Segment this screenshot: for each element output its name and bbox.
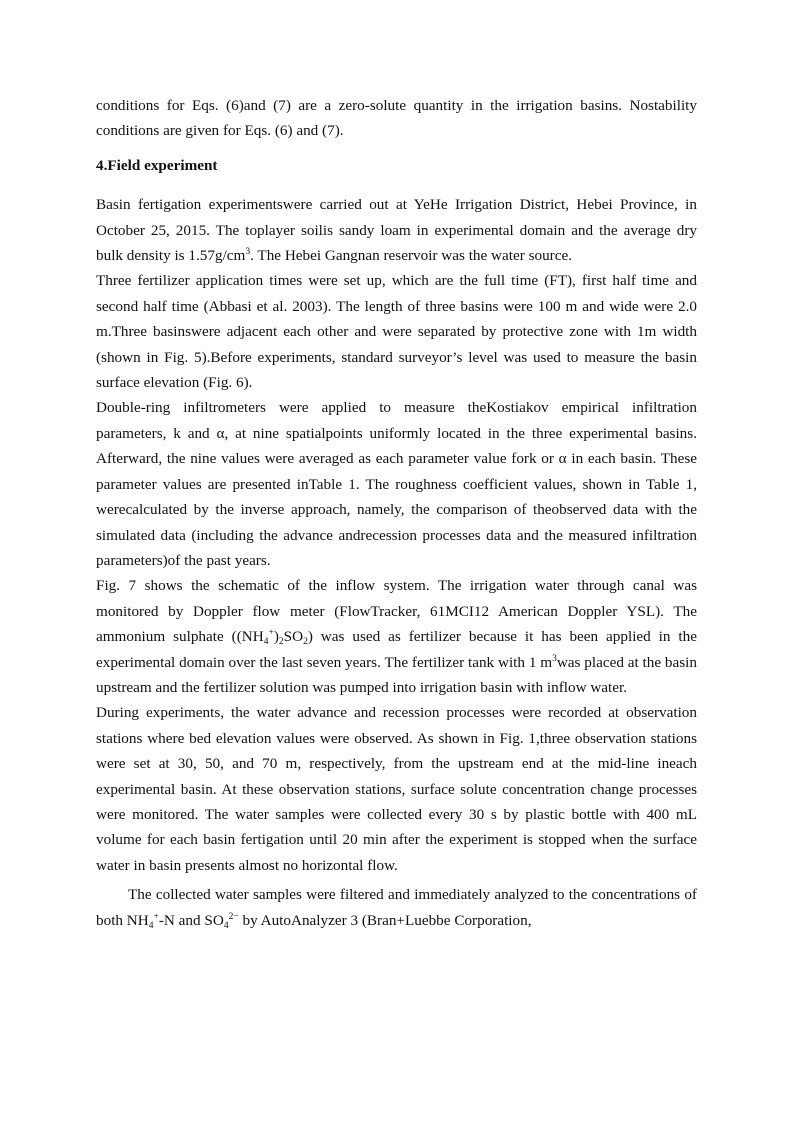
p1-text-a: Basin fertigation experimentswere carried out at YeHe Irrigation District, Hebei Province, in October 25, 2015. The toplayer soilis sandy loam in experimental domain and the average dry bulk density is 1.57g/cm [96,196,697,265]
continuation-paragraph: conditions for Eqs. (6)and (7) are a zero-solute quantity in the irrigation basins. Nostability conditions are given for Eqs. (6) and (7). [96,97,697,140]
paragraph-infiltration: Double-ring infiltrometers were applied to measure theKostiakov empirical infiltration parameters, k and α, at nine spatialpoints uniformly located in the three experimental basins. Afterward, the nine values were averaged as each parameter value fork or α in each basin. These parameter values are presented inTable 1. The roughness coefficient values, shown in Table 1, werecalculated by the inverse approach, namely, the comparison of theobserved data with the simulated data (including the advance andrecession processes data and the measured infiltration parameters)of the past years. [96,399,697,569]
p6-subscript-4: 4 [148,920,154,931]
p4-superscript-plus: + [268,628,274,639]
document-page [96,93,697,933]
p6-text-c: by AutoAnalyzer 3 (Bran+Luebbe Corporation, [238,911,532,929]
p4-subscript-2b: 2 [303,637,308,648]
paragraph-inflow-system [96,573,697,700]
p6-superscript-plus: + [153,911,159,922]
paragraph-application-times: Three fertilizer application times were set up, which are the full time (FT), first half time and second half time (Abbasi et al. 2003). The length of three basins were 100 m and wide were 2.0 m.Three basinswere adjacent each other and were separated by protective zone with 1m width (shown in Fig. 5).Before experiments, standard surveyor’s level was used to measure the basin surface elevation (Fig. 6). [96,272,697,392]
paragraph-observation: During experiments, the water advance and recession processes were recorded at observation stations where bed elevation values were observed. As shown in Fig. 1,three observation stations were set at 30, 50, and 70 m, respectively, from the upstream end at the mid-line ineach experimental basin. At these observation stations, surface solute concentration change processes were monitored. The water samples were collected every 30 s by plastic bottle with 400 mL volume for each basin fertigation until 20 min after the experiment is stopped when the surface water in basin presents almost no horizontal flow. [96,704,697,874]
p4-superscript-3: 3 [552,653,557,664]
p4-subscript-4: 4 [263,637,269,648]
p1-superscript: 3 [245,247,251,258]
p1-text-b: . The Hebei Gangnan reservoir was the water source. [250,247,572,265]
p4-subscript-2: 2 [278,637,284,648]
p6-text-a: The collected water samples were filtered and immediately analyzed to the concentrations of both NH [96,886,697,929]
p6-superscript-2minus: 2− [228,911,239,922]
p6-text-b: -N and SO [158,911,224,929]
paragraph-basin-fertigation [96,192,697,268]
p4-text-a: Fig. 7 shows the schematic of the inflow system. The irrigation water through canal was monitored by Doppler flow meter (FlowTracker, 61MCI12 American Doppler YSL). The ammonium sulphate ((NH [96,577,697,646]
p4-text-c: SO [283,628,304,646]
section-heading: 4.Field experiment [96,156,218,174]
p4-text-d: ) was used as fertilizer because it has been applied in the experimental domain over the last seven years. The fertilizer tank with 1 m [96,628,697,671]
p4-text-b: ) [273,628,279,646]
p4-text-e: was placed at the basin upstream and the fertilizer solution was pumped into irrigation basin with inflow water. [96,653,697,696]
p6-subscript-4b: 4 [223,920,229,931]
paragraph-analysis [96,882,697,933]
